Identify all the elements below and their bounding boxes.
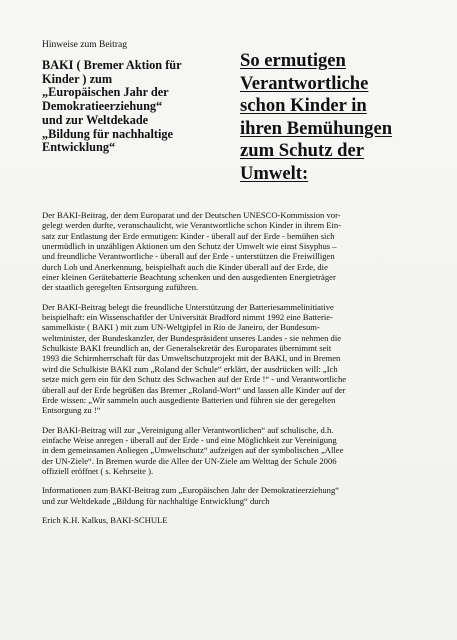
main-headline: So ermutigen Verantwortliche schon Kinder in ihren Bemühungen zum Schutz der Umwelt:: [240, 50, 393, 184]
signature: Erich K.H. Kalkus, BAKI-SCHULE: [42, 514, 168, 525]
header-left-column: [30, 40, 235, 155]
paragraph-1: Der BAKI-Beitrag, der dem Europarat und der Deutschen UNESCO-Kommission vor- gelegt werden durfte, veranschaulicht, wie Verantwortliche schon Kinder in ihrem Ein- satz zur Entlastung der Erde ermutigen: Kinder - überall auf der Erde - bemühen sich unermüdlich in unzähligen Aktionen um den Schutz der Umwelt wie einst Sisyphus – und freundliche Verantwortliche - überall auf der Erde - unterstützen die Freiwilligen durch Lob und Anerkennung, beispielhaft auch die Kinder überall auf der Erde, die einer kleinen Gerätebatterie Beachtung schenken und den ausgedienten Energieträger der staatlich geregelten Entsorgung zuführen.: [42, 210, 342, 293]
header: [30, 40, 447, 205]
subtitle: Hinweise zum Beitrag: [42, 40, 127, 50]
paragraph-2: Der BAKI-Beitrag belegt die freundliche Unterstützung der Batteriesammelinitiative beispielhaft: ein Wissenschaftler der Universität Bradford nimmt 1992 eine Batterie- sammelkiste ( BAKI ) mit zum UN-Weltgipfel in Rio de Janeiro, der Bundesum- weltminister, der Bundeskanzler, der Bundespräsident unseres Landes - sie nehmen die Schulkiste BAKI freundlich an, der Generalsekretär des Europarates übernimmt seit 1993 die Schirmherrschaft für das Umweltschutzprojekt mit der BAKI, und in Bremen wird die Schulkiste BAKI zum „Roland der Schule“ erklärt, der ausdrücken will: „Ich setze mich gern ein für den Schutz des Schwachen auf der Erde !“ - und Verantwortliche überall auf der Erde begrüßen das Bremer „Roland-Wort“ und lassen alle Kinder auf der Erde wissen: „Wir sammeln auch ausgediente Batterien und führen sie der geregelten Entsorgung zu !“: [42, 301, 347, 416]
left-title: BAKI ( Bremer Aktion für Kinder ) zum „Europäischen Jahr der Demokratieerziehung“ und zur Weltdekade „Bildung für nachhaltige Entwicklung“: [42, 58, 182, 155]
header-right-column: [240, 50, 455, 185]
paragraph-3: Der BAKI-Beitrag will zur „Vereinigung aller Verantwortlichen“ auf schulische, d.h. einfache Weise anregen - überall auf der Erde - und eine Möglichkeit zur Vereinigung in dem gemeinsamen Anliegen „Umweltschutz“ aufzeigen auf der symbolischen „Allee der UN-Ziele“. In Bremen wurde die Allee der UN-Ziele am Welttag der Schule 2006 offiziell eröffnet ( s. Kehrseite ).: [42, 424, 344, 476]
paragraph-4: Informationen zum BAKI-Beitrag zum „Europäischen Jahr der Demokratieerziehung“ und zur Weltdekade „Bildung für nachhaltige Entwicklung“ durch: [42, 485, 340, 506]
document-body: [42, 210, 432, 525]
